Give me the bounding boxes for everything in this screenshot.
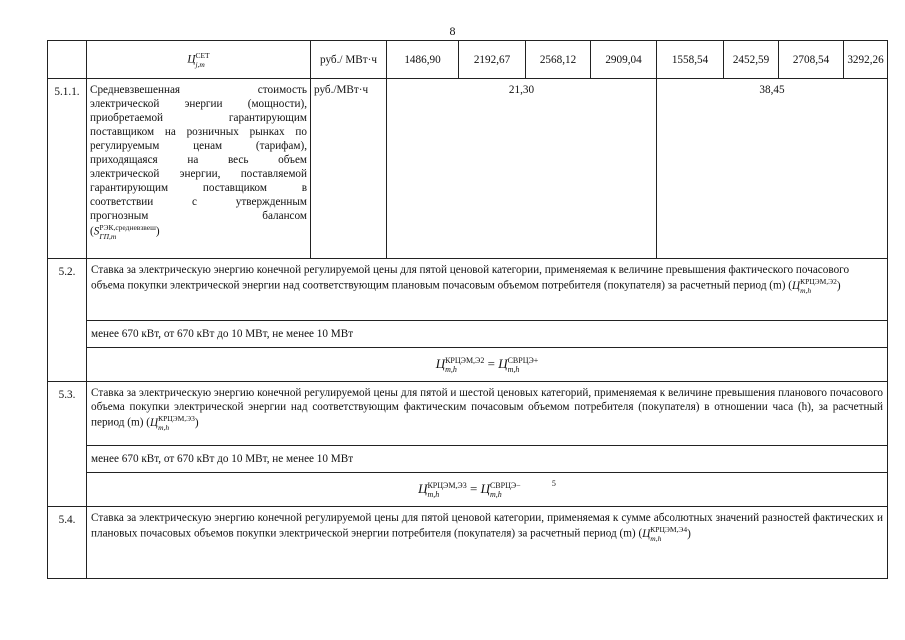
value-cell: 2192,67 xyxy=(459,41,526,79)
description-line: гарантирующим поставщиком в xyxy=(90,182,307,194)
page-number: 8 xyxy=(449,24,456,38)
table-row-5-3-category xyxy=(48,446,888,473)
description-line: Средневзвешенная стоимость xyxy=(90,84,307,96)
value-cell: 2708,54 xyxy=(779,41,844,79)
symbol-subscript: m,h xyxy=(158,423,170,432)
value-cell-right: 38,45 xyxy=(657,79,888,259)
value-cell: 2452,59 xyxy=(724,41,779,79)
value-cell: 1558,54 xyxy=(657,41,724,79)
symbol-superscript: РЭК,средневзвеш xyxy=(99,223,156,232)
symbol-scripts xyxy=(650,525,687,543)
symbol-scripts xyxy=(445,356,484,374)
table-row-5-4 xyxy=(48,507,888,579)
symbol-scripts xyxy=(158,414,195,432)
description-text: Ставка за электрическую энергию конечной регулируемой цены для пятой ценовой категории, применяемая к сумме абсолютных значений разностей фактических и плановых почасовых объемов покупки электрической энергии потребителя (покупателя) за расчетный период (m) ( xyxy=(91,512,883,540)
tariff-table xyxy=(47,40,888,579)
footnote-marker: 5 xyxy=(551,478,556,488)
symbol-scripts xyxy=(427,481,466,499)
row-number-cell xyxy=(48,41,87,79)
table-row-5-2 xyxy=(48,259,888,321)
category-text: менее 670 кВт, от 670 кВт до 10 МВт, не менее 10 МВт xyxy=(87,321,888,348)
description-line: электрической энергии, поставляемой xyxy=(90,168,307,180)
network-cost-symbol xyxy=(87,41,311,79)
symbol-superscript: СВРЦЭ− xyxy=(489,480,521,490)
table-row-5-2-formula xyxy=(48,348,888,382)
description-line: соответствии с утвержденным xyxy=(90,196,307,208)
formula xyxy=(87,473,888,507)
symbol-subscript: m,h xyxy=(427,489,440,499)
description-symbol xyxy=(792,277,841,295)
symbol-scripts xyxy=(99,223,156,241)
value-cell: 1486,90 xyxy=(387,41,459,79)
table-row-5-2-category xyxy=(48,321,888,348)
closing-paren: ) xyxy=(194,416,199,429)
symbol-subscript: m,h xyxy=(489,489,502,499)
symbol-scripts xyxy=(490,481,521,499)
category-text: менее 670 кВт, от 670 кВт до 10 МВт, не менее 10 МВт xyxy=(87,446,888,473)
table-row-5-1-1 xyxy=(48,79,888,259)
row-description xyxy=(87,259,888,321)
row-description xyxy=(87,79,311,259)
symbol-subscript: j,m xyxy=(195,59,205,69)
table-row-5-3-formula xyxy=(48,473,888,507)
description-line: приходящаяся на весь объем xyxy=(90,154,307,166)
symbol-subscript: m,h xyxy=(507,364,520,374)
symbol-base: Ц xyxy=(792,279,801,292)
value-cell: 3292,26 xyxy=(844,41,888,79)
symbol-base: Ц xyxy=(149,416,159,429)
row-number: 5.4. xyxy=(48,507,87,579)
symbol-base: Ц xyxy=(187,53,196,66)
description-line: приобретаемой гарантирующим xyxy=(90,112,307,124)
symbol-superscript: КРЦЭМ,Э2 xyxy=(800,277,837,286)
row-description xyxy=(87,507,888,579)
row-description xyxy=(87,382,888,446)
closing-paren: ) xyxy=(687,527,691,540)
symbol-base: Ц xyxy=(642,527,651,540)
description-line: регулируемым ценам (тарифам), xyxy=(90,140,307,152)
symbol-scripts xyxy=(800,277,837,295)
symbol-superscript: КРЦЭМ,Э3 xyxy=(158,414,195,423)
unit-cell: руб./МВт·ч xyxy=(311,79,387,259)
description-line: поставщиком на розничных рынках по xyxy=(90,126,307,138)
symbol-base: S xyxy=(93,225,100,238)
symbol-base: Ц xyxy=(418,480,428,496)
symbol-subscript: m,h xyxy=(650,534,662,543)
row-number: 5.3. xyxy=(48,382,87,507)
symbol-subscript: m,h xyxy=(800,286,812,295)
symbol-base: Ц xyxy=(498,355,508,371)
symbol-base: Ц xyxy=(480,480,490,496)
closing-paren: ) xyxy=(836,279,841,292)
symbol-superscript: СВРЦЭ+ xyxy=(507,355,539,365)
symbol-subscript: m,h xyxy=(445,364,457,374)
table-row-5-3 xyxy=(48,382,888,446)
description-line: электрической энергии (мощности), xyxy=(90,98,307,110)
row-number: 5.2. xyxy=(48,259,87,382)
value-cell-left: 21,30 xyxy=(387,79,657,259)
description-symbol xyxy=(149,414,199,432)
symbol-scripts xyxy=(195,51,209,69)
unit-cell: руб./ МВт·ч xyxy=(311,41,387,79)
symbol-superscript: СЕТ xyxy=(195,50,210,60)
value-cell: 2909,04 xyxy=(591,41,657,79)
description-text: Ставка за электрическую энергию конечной регулируемой цены для пятой ценовой категории, применяемая к величине превышения фактического почасового объема покупки электрической энергии над соответствующим плановым почасовым объемом потребителя (покупателя) за расчетный период (m) ( xyxy=(91,264,850,292)
equals-sign: = xyxy=(469,480,478,496)
description-symbol: (S РЭК,средневзвеш ГП,m ) xyxy=(90,223,160,241)
table-row-network-cost xyxy=(48,41,888,79)
symbol-superscript: КРЦЭМ,Э2 xyxy=(445,355,485,365)
description-symbol xyxy=(642,525,691,543)
symbol-superscript: КРЦЭМ,Э3 xyxy=(427,480,467,490)
formula xyxy=(87,348,888,382)
symbol-scripts xyxy=(508,356,539,374)
description-text: Ставка за электрическую энергию конечной регулируемой цены для пятой и шестой ценовых категорий, применяемая к величине превышения планового почасового объема покупки электрической энергии над соответствующим фактическим почасовым объемом потребителя (покупателя) в отношении часа (h), за расчетный период (m) ( xyxy=(91,387,883,429)
value-cell: 2568,12 xyxy=(526,41,591,79)
row-number: 5.1.1. xyxy=(48,79,87,259)
symbol-subscript: ГП,m xyxy=(99,232,117,241)
symbol-superscript: КРЦЭМ,Э4 xyxy=(650,525,688,534)
equals-sign: = xyxy=(487,355,495,371)
symbol-base: Ц xyxy=(435,355,446,371)
description-line: прогнозным балансом xyxy=(90,210,307,222)
